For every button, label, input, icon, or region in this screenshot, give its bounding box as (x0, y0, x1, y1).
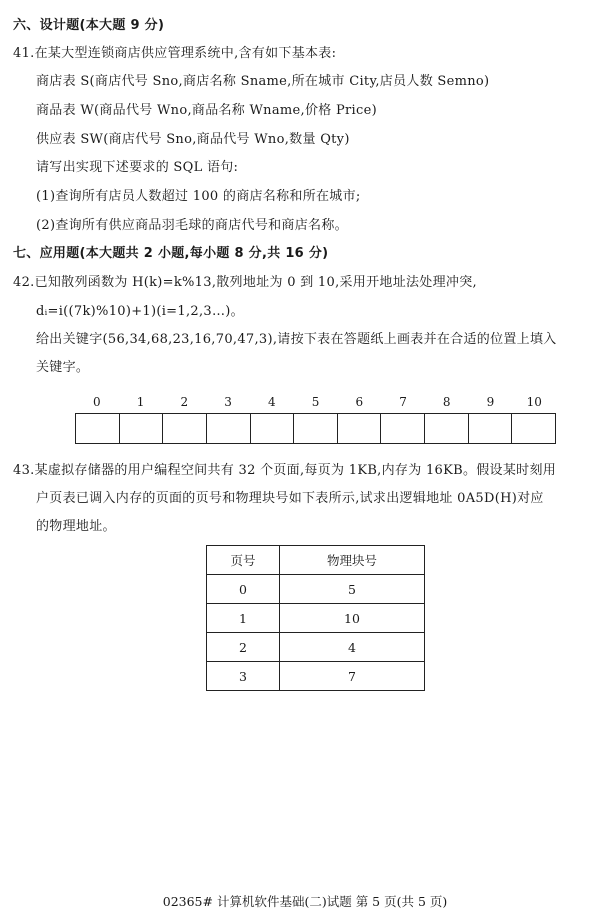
table-row (207, 662, 425, 691)
hash-cell (294, 414, 338, 443)
hash-table (75, 391, 556, 444)
page-no-cell: 3 (207, 662, 280, 691)
page-no-cell: 2 (207, 633, 280, 662)
hash-cell (76, 414, 120, 443)
hash-cell-row (75, 413, 556, 444)
q43-stem-end: 的物理地址。 (36, 519, 116, 534)
hash-index: 7 (399, 395, 407, 409)
page-footer: 02365# 计算机软件基础(二)试题 第 5 页(共 5 页) (162, 894, 448, 909)
q41-item-2: (2)查询所有供应商品羽毛球的商店代号和商店名称。 (36, 218, 348, 233)
hash-cell (425, 414, 469, 443)
q42-formula: dᵢ=i((7k)%10)+1)(i=1,2,3…)。 (36, 304, 244, 319)
hash-index: 1 (136, 395, 145, 409)
page-table (206, 545, 425, 691)
hash-cell (338, 414, 382, 443)
hash-cell (163, 414, 207, 443)
hash-cell (381, 414, 425, 443)
hash-index: 5 (311, 395, 320, 409)
hash-index: 3 (224, 395, 232, 409)
hash-index: 10 (526, 395, 542, 409)
frame-no-cell: 5 (280, 575, 425, 604)
hash-index: 0 (93, 395, 101, 409)
hash-index: 4 (267, 395, 276, 409)
page-table-header (207, 546, 425, 575)
section-7-heading: 七、应用题(本大题共 2 小题,每小题 8 分,共 16 分) (13, 246, 329, 261)
hash-cell (120, 414, 164, 443)
hash-cell (207, 414, 251, 443)
hash-index-row (75, 391, 556, 413)
frame-no-cell: 10 (280, 604, 425, 633)
q41-instruction: 请写出实现下述要求的 SQL 语句: (36, 160, 239, 175)
page-no-cell: 1 (207, 604, 280, 633)
hash-cell (469, 414, 513, 443)
q41-stem: 41.在某大型连锁商店供应管理系统中,含有如下基本表: (13, 46, 337, 61)
header-frame-no: 物理块号 (280, 546, 425, 575)
q41-table-w: 商品表 W(商品代号 Wno,商品名称 Wname,价格 Price) (36, 103, 377, 118)
section-6-heading: 六、设计题(本大题 9 分) (13, 18, 165, 33)
q41-table-s: 商店表 S(商店代号 Sno,商店名称 Sname,所在城市 City,店员人数 Semno) (36, 74, 490, 89)
table-row (207, 604, 425, 633)
page-no-cell: 0 (207, 575, 280, 604)
q42-instruction-cont: 关键字。 (36, 360, 90, 375)
q43-stem: 43.某虚拟存储器的用户编程空间共有 32 个页面,每页为 1KB,内存为 16KB。假设某时刻用 (13, 463, 557, 478)
header-page-no: 页号 (207, 546, 280, 575)
q43-stem-cont: 户页表已调入内存的页面的页号和物理块号如下表所示,试求出逻辑地址 0A5D(H)对应 (36, 491, 544, 506)
hash-index: 8 (442, 395, 451, 409)
hash-index: 6 (355, 395, 364, 409)
q42-instruction: 给出关键字(56,34,68,23,16,70,47,3),请按下表在答题纸上画表并在合适的位置上填入 (36, 332, 557, 347)
q42-stem: 42.已知散列函数为 H(k)=k%13,散列地址为 0 到 10,采用开地址法处理冲突, (13, 275, 477, 290)
frame-no-cell: 4 (280, 633, 425, 662)
table-row (207, 633, 425, 662)
q41-table-sw: 供应表 SW(商店代号 Sno,商品代号 Wno,数量 Qty) (36, 132, 350, 147)
hash-cell (512, 414, 555, 443)
table-row (207, 575, 425, 604)
hash-cell (251, 414, 295, 443)
hash-index: 2 (180, 395, 189, 409)
q41-item-1: (1)查询所有店员人数超过 100 的商店名称和所在城市; (36, 189, 361, 204)
frame-no-cell: 7 (280, 662, 425, 691)
hash-index: 9 (486, 395, 495, 409)
